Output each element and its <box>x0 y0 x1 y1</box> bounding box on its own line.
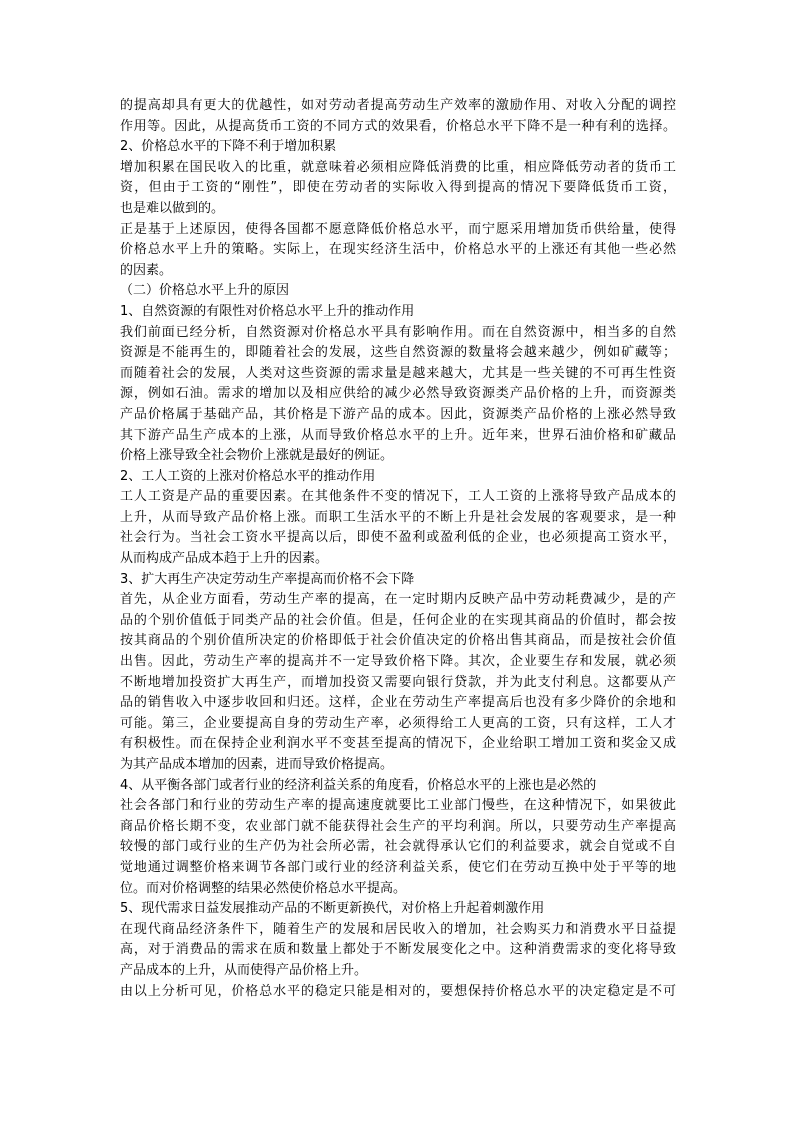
text-line: 不断地增加投资扩大再生产，而增加投资又需要向银行贷款，并为此支付利息。这都要从产 <box>120 674 676 690</box>
text-line: （二）价格总水平上升的原因 <box>120 283 290 299</box>
text-line: 首先，从企业方面看，劳动生产率的提高，在一定时期内反映产品中劳动耗费减少，是的产 <box>120 592 676 608</box>
text-line: 较慢的部门或行业的生产仍为社会所必需，社会就得承认它们的利益要求，就会自觉或不自 <box>120 839 676 855</box>
text-line: 高，对于消费品的需求在质和数量上都处于不断发展变化之中。这种消费需求的变化将导致 <box>120 942 676 958</box>
text-line: 也是难以做到的。 <box>120 200 225 216</box>
text-line: 在现代商品经济条件下，随着生产的发展和居民收入的增加，社会购买力和消费水平日益提 <box>120 921 676 937</box>
text-line: 资，但由于工资的“刚性”，即使在劳动者的实际收入得到提高的情况下要降低货币工资， <box>120 180 676 196</box>
text-line: 有积极性。而在保持企业利润水平不变甚至提高的情况下，企业给职工增加工资和奖金又成 <box>120 736 676 752</box>
text-line: 工人工资是产品的重要因素。在其他条件不变的情况下，工人工资的上涨将导致产品成本的 <box>120 489 676 505</box>
text-line: 品的销售收入中逐步收回和归还。这样，企业在劳动生产率提高后也没有多少降价的余地和 <box>120 695 676 711</box>
text-line: 3、扩大再生产决定劳动生产率提高而价格不会下降 <box>120 571 415 587</box>
text-line: 增加积累在国民收入的比重，就意味着必须相应降低消费的比重，相应降低劳动者的货币工 <box>120 159 676 175</box>
text-line: 商品价格长期不变，农业部门就不能获得社会生产的平均利润。所以，只要劳动生产率提高 <box>120 818 676 834</box>
text-line: 位。而对价格调整的结果必然使价格总水平提高。 <box>120 880 407 896</box>
document-page <box>120 96 676 1002</box>
text-line: 可能。第三，企业要提高自身的劳动生产率，必须得给工人更高的工资，只有这样，工人才 <box>120 715 676 731</box>
text-line: 社会行为。当社会工资水平提高以后，即使不盈利或盈利低的企业，也必须提高工资水平， <box>120 530 676 546</box>
text-line: 按其商品的个别价值所决定的价格即低于社会价值决定的价格出售其商品，而是按社会价值 <box>120 633 676 649</box>
text-line: 5、现代需求日益发展推动产品的不断更新换代，对价格上升起着刺激作用 <box>120 901 545 917</box>
text-line: 社会各部门和行业的劳动生产率的提高速度就要比工业部门慢些，在这种情况下，如果彼此 <box>120 798 676 814</box>
text-line: 从而构成产品成本趋于上升的因素。 <box>120 551 329 567</box>
text-line: 1、自然资源的有限性对价格总水平上升的推动作用 <box>120 303 415 319</box>
text-line: 其下游产品生产成本的上涨，从而导致价格总水平的上升。近年来，世界石油价格和矿藏品 <box>120 427 676 443</box>
text-line: 品的个别价值低于同类产品的社会价值。但是，任何企业的在实现其商品的价值时，都会按 <box>120 612 676 628</box>
text-line: 的因素。 <box>120 262 173 278</box>
text-line: 资源是不能再生的，即随着社会的发展，这些自然资源的数量将会越来越少，例如矿藏等； <box>120 345 676 361</box>
text-line: 产品成本的上升，从而使得产品价格上升。 <box>120 962 368 978</box>
text-line: 觉地通过调整价格来调节各部门或行业的经济利益关系，使它们在劳动互换中处于平等的地 <box>120 859 676 875</box>
text-line: 由以上分析可见，价格总水平的稳定只能是相对的，要想保持价格总水平的决定稳定是不可 <box>120 983 676 999</box>
text-line: 价格上涨导致全社会物价上涨就是最好的例证。 <box>120 448 394 464</box>
text-line: 价格总水平上升的策略。实际上，在现实经济生活中，价格总水平的上涨还有其他一些必然 <box>120 242 676 258</box>
text-line: 的提高却具有更大的优越性，如对劳动者提高劳动生产效率的激励作用、对收入分配的调控 <box>120 98 676 113</box>
text-line: 而随着社会的发展，人类对这些资源的需求量是越来越大，尤其是一些关键的不可再生性资 <box>120 365 676 381</box>
text-line: 2、价格总水平的下降不利于增加积累 <box>120 139 337 155</box>
text-line: 作用等。因此，从提高货币工资的不同方式的效果看，价格总水平下降不是一种有利的选择。 <box>120 118 676 134</box>
text-line: 源，例如石油。需求的增加以及相应供给的减少必然导致资源类产品价格的上升，而资源类 <box>120 386 676 402</box>
text-line: 正是基于上述原因，使得各国都不愿意降低价格总水平，而宁愿采用增加货币供给量，使得 <box>120 221 676 237</box>
text-line: 2、工人工资的上涨对价格总水平的推动作用 <box>120 468 376 484</box>
text-line: 出售。因此，劳动生产率的提高并不一定导致价格下降。其次，企业要生存和发展，就必须 <box>120 654 676 670</box>
text-line: 产品价格属于基础产品，其价格是下游产品的成本。因此，资源类产品价格的上涨必然导致 <box>120 406 676 422</box>
text-line: 为其产品成本增加的因素，进而导致价格提高。 <box>120 757 394 772</box>
text-line: 上升，从而导致产品价格上涨。而职工生活水平的不断上升是社会发展的客观要求，是一种 <box>120 509 676 525</box>
text-line: 4、从平衡各部门或者行业的经济利益关系的角度看，价格总水平的上涨也是必然的 <box>120 777 597 793</box>
text-line: 我们前面已经分析，自然资源对价格总水平具有影响作用。而在自然资源中，相当多的自然 <box>120 324 676 340</box>
